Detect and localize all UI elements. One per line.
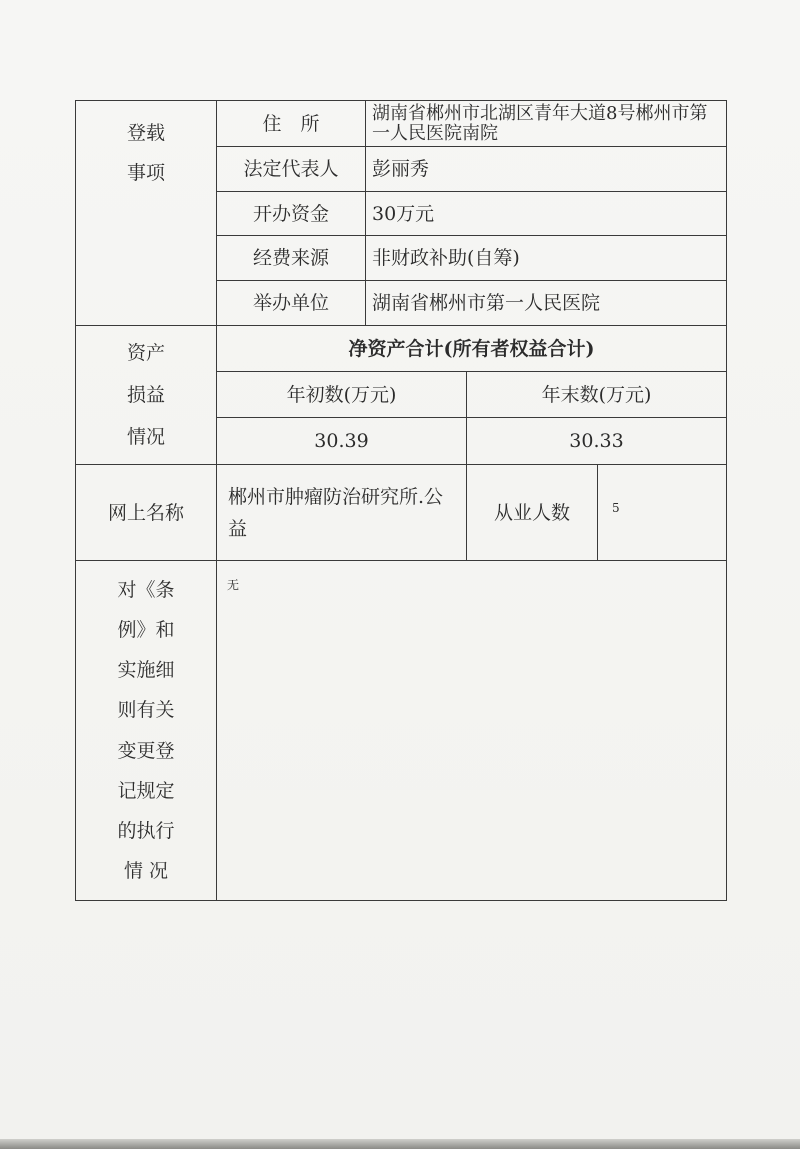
begin-year-value: 30.39: [314, 430, 369, 452]
online-name-label: 网上名称: [107, 501, 184, 524]
field-label-funding: 开办资金: [252, 202, 329, 225]
end-year-value: 30.33: [569, 430, 624, 452]
table-border-bottom: [75, 900, 727, 901]
section-label-line: 登载: [126, 122, 165, 144]
compliance-label-line: 实施细: [117, 659, 175, 682]
compliance-label-line: 情 况: [123, 859, 169, 882]
staff-count-label: 从业人数: [493, 501, 570, 524]
field-label-legal-rep: 法定代表人: [243, 158, 339, 180]
field-value-sponsor: 湖南省郴州市第一人民医院: [372, 292, 601, 314]
field-value-funding: 30万元: [372, 202, 435, 225]
section-label-line: 情况: [126, 426, 165, 448]
section-label-line: 事项: [126, 162, 165, 184]
field-value-address: 湖南省郴州市北湖区青年大道8号郴州市第一人民医院南院: [372, 102, 708, 144]
compliance-value: 无: [227, 578, 240, 592]
compliance-label-line: 例》和: [117, 619, 175, 642]
end-year-label: 年末数(万元): [541, 383, 652, 406]
table-border-right: [726, 100, 727, 900]
column-divider: [597, 464, 598, 560]
online-name-value: 郴州市肿瘤防治研究所.公益: [228, 485, 444, 540]
field-label-address: 住 所: [262, 112, 320, 135]
staff-count-value: 5: [612, 500, 620, 515]
column-divider: [365, 100, 366, 325]
compliance-label-line: 记规定: [117, 779, 175, 802]
registration-section-label: [76, 101, 216, 325]
compliance-label: [76, 561, 216, 900]
section-label-line: 资产: [126, 342, 165, 364]
section-label-line: 损益: [126, 384, 165, 406]
field-value-fund-source: 非财政补助(自筹): [372, 247, 520, 269]
assets-section-label: [76, 326, 216, 464]
field-label-fund-source: 经费来源: [252, 247, 329, 269]
compliance-label-line: 变更登: [117, 739, 175, 762]
compliance-label-line: 则有关: [117, 699, 175, 722]
compliance-label-line: 对《条: [117, 579, 175, 602]
net-assets-header: 净资产合计(所有者权益合计): [348, 337, 595, 360]
page-bottom-edge: [0, 1139, 800, 1149]
begin-year-label: 年初数(万元): [286, 383, 397, 406]
compliance-label-line: 的执行: [117, 819, 175, 842]
field-value-legal-rep: 彭丽秀: [372, 158, 430, 180]
field-label-sponsor: 举办单位: [252, 292, 329, 314]
